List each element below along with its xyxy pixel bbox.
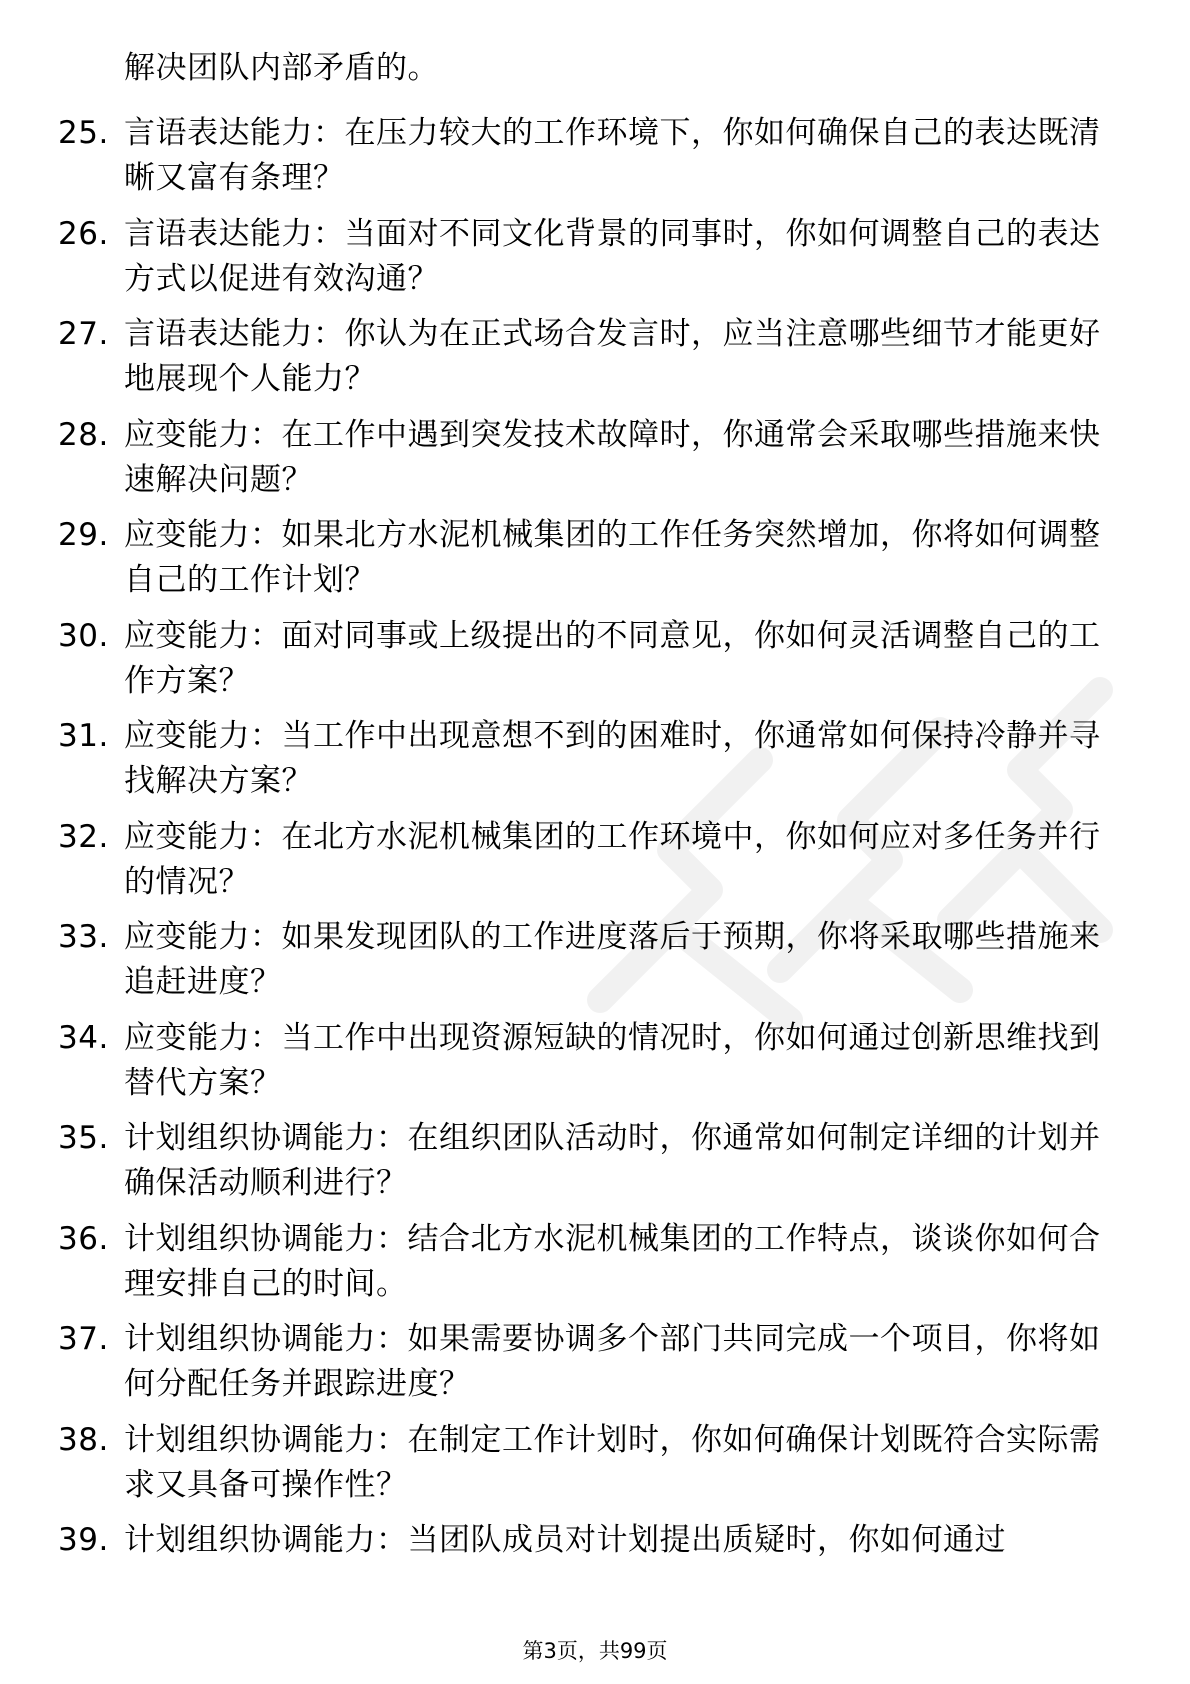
list-item xyxy=(58,312,1118,402)
item-text: 计划组织协调能力：如果需要协调多个部门共同完成一个项目，你将如何分配任务并跟踪进度？ xyxy=(124,1321,1101,1402)
item-text: 言语表达能力：你认为在正式场合发言时，应当注意哪些细节才能更好地展现个人能力？ xyxy=(124,316,1101,397)
item-text: 言语表达能力：当面对不同文化背景的同事时，你如何调整自己的表达方式以促进有效沟通？ xyxy=(124,215,1101,297)
item-text: 计划组织协调能力：结合北方水泥机械集团的工作特点，谈谈你如何合理安排自己的时间。 xyxy=(124,1220,1101,1302)
item-number: 30. xyxy=(58,617,109,654)
list-item xyxy=(58,212,1118,302)
list-item xyxy=(58,1116,1118,1206)
item-text: 应变能力：面对同事或上级提出的不同意见，你如何灵活调整自己的工作方案？ xyxy=(124,617,1101,699)
item-number: 33. xyxy=(58,919,109,955)
item-text: 计划组织协调能力：在制定工作计划时，你如何确保计划既符合实际需求又具备可操作性？ xyxy=(124,1421,1101,1503)
item-text: 应变能力：如果北方水泥机械集团的工作任务突然增加，你将如何调整自己的工作计划？ xyxy=(124,517,1101,598)
item-number: 32. xyxy=(58,818,109,855)
item-text: 计划组织协调能力：当团队成员对计划提出质疑时，你如何通过 xyxy=(124,1522,1006,1558)
question-list xyxy=(58,46,1118,1563)
item-number: 37. xyxy=(58,1321,109,1357)
item-number: 29. xyxy=(58,517,109,553)
item-number: 36. xyxy=(58,1220,109,1257)
item-number: 39. xyxy=(58,1522,109,1558)
item-text: 言语表达能力：在压力较大的工作环境下，你如何确保自己的表达既清晰又富有条理？ xyxy=(124,115,1101,196)
list-item xyxy=(58,111,1118,201)
item-number: 35. xyxy=(58,1120,109,1156)
page-number-label: 第3页，共99页 xyxy=(522,1639,668,1663)
list-item xyxy=(58,915,1118,1005)
item-number: 28. xyxy=(58,416,109,453)
list-item xyxy=(58,1317,1118,1407)
item-text: 应变能力：当工作中出现资源短缺的情况时，你如何通过创新思维找到替代方案？ xyxy=(124,1019,1101,1101)
item-number: 31. xyxy=(58,718,109,754)
item-number: 25. xyxy=(58,115,109,151)
list-item xyxy=(58,1217,1118,1307)
list-item xyxy=(58,714,1118,804)
list-item xyxy=(58,1016,1118,1106)
item-text: 应变能力：如果发现团队的工作进度落后于预期，你将采取哪些措施来追赶进度？ xyxy=(124,919,1101,1000)
item-text: 应变能力：当工作中出现意想不到的困难时，你通常如何保持冷静并寻找解决方案？ xyxy=(124,718,1101,799)
item-text: 计划组织协调能力：在组织团队活动时，你通常如何制定详细的计划并确保活动顺利进行？ xyxy=(124,1120,1101,1201)
list-item xyxy=(58,815,1118,905)
list-item xyxy=(58,1518,1118,1563)
item-text: 应变能力：在工作中遇到突发技术故障时，你通常会采取哪些措施来快速解决问题？ xyxy=(124,416,1101,498)
list-item xyxy=(58,413,1118,503)
item-text: 应变能力：在北方水泥机械集团的工作环境中，你如何应对多任务并行的情况？ xyxy=(124,818,1101,900)
list-item xyxy=(58,1418,1118,1508)
list-item xyxy=(58,614,1118,704)
item-number: 26. xyxy=(58,215,109,252)
item-number: 34. xyxy=(58,1019,109,1056)
item-number: 27. xyxy=(58,316,109,352)
list-item xyxy=(58,513,1118,603)
item-number: 38. xyxy=(58,1421,109,1458)
page-footer xyxy=(0,1636,1190,1666)
continued-text: 解决团队内部矛盾的。 xyxy=(124,50,439,86)
